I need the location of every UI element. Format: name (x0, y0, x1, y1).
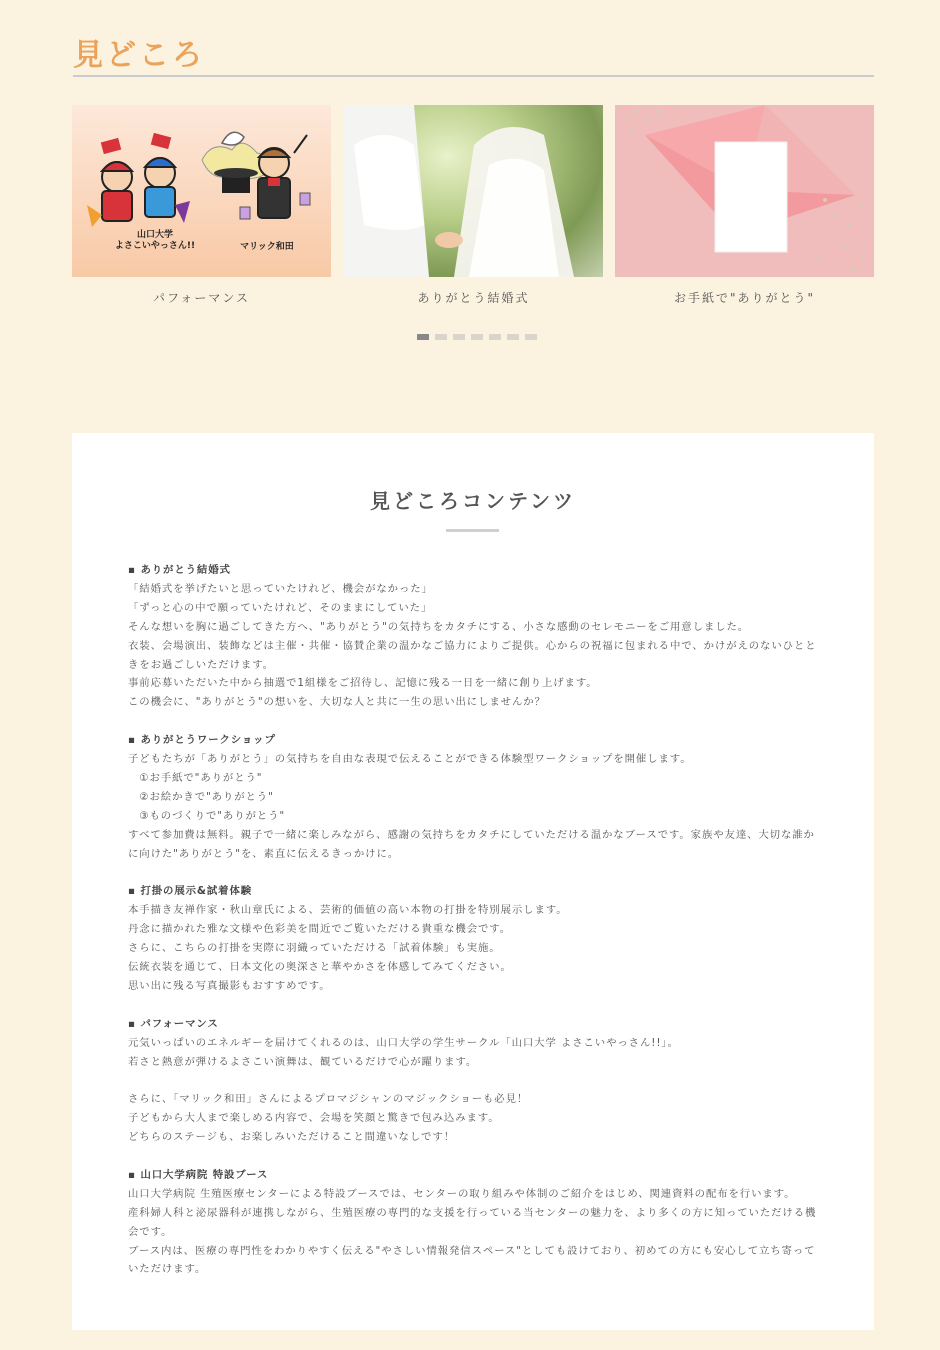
letter-image (615, 105, 874, 277)
block-uchikake (128, 882, 822, 995)
block-heading: ▪ パフォーマンス (128, 1017, 219, 1030)
text-line: 山口大学病院 生殖医療センターによる特設ブースでは、センターの取り組みや体制のご紹介をはじめ、関連資料の配布を行います。 (128, 1187, 796, 1200)
panel-title-divider (446, 529, 499, 532)
section-title: 見どころ (73, 38, 205, 73)
page-dot-7[interactable] (525, 334, 537, 340)
page-dot-4[interactable] (471, 334, 483, 340)
spacer (128, 996, 822, 1015)
content-body (128, 561, 822, 1279)
slide-performance[interactable] (72, 105, 331, 306)
performance-image (72, 105, 331, 277)
text-line: さらに、「マリック和田」さんによるプロマジシャンのマジックショーも必見！ (128, 1093, 529, 1106)
spacer (128, 1147, 822, 1166)
spacer (128, 712, 822, 731)
text-line: 思い出に残る写真撮影もおすすめです。 (128, 979, 331, 992)
page-dot-1[interactable] (417, 334, 429, 340)
text-line: 丹念に描かれた雅な文様や色彩美を間近でご覧いただける貴重な機会です。 (128, 923, 512, 936)
block-heading: ▪ ありがとう結婚式 (128, 564, 231, 576)
text-line: 事前応募いただいた中から抽選で1組様をご招待し、記憶に残る一日を一緒に創り上げます。 (128, 677, 598, 690)
text-line: 子どもたちが「ありがとう」の気持ちを自由な表現で伝えることができる体験型ワークショップを開催します。 (128, 753, 692, 766)
text-line: 若さと熱意が弾けるよさこい演舞は、観ているだけで心が躍ります。 (128, 1055, 478, 1068)
wedding-image (344, 105, 603, 277)
block-hospital (128, 1166, 822, 1279)
text-line: 「ずっと心の中で願っていたけれど、そのままにしていた」 (128, 601, 433, 614)
content-panel (72, 433, 874, 1330)
panel-title: 見どころコンテンツ (370, 489, 576, 513)
text-line: ブース内は、医療の専門性をわかりやすく伝える"やさしい情報発信スペース"としても設けており、初めての方にも安心して立ち寄っていただけます。 (128, 1244, 816, 1276)
block-wedding (128, 561, 822, 712)
page-dot-5[interactable] (489, 334, 501, 340)
spacer (128, 863, 822, 882)
text-line: 衣装、会場演出、装飾などは主催・共催・協賛企業の温かなご協力によりご提供。心からの祝福に包まれる中で、かけがえのないひとときをお過ごしいただけます。 (128, 639, 817, 671)
text-line: そんな想いを胸に過ごしてきた方へ、"ありがとう"の気持ちをカタチにする、小さな感動のセレモニーをご用意しました。 (128, 620, 750, 633)
text-line: 産科婦人科と泌尿器科が連携しながら、生殖医療の専門的な支援を行っている当センターの魅力を、より多くの方に知っていただける機会です。 (128, 1206, 817, 1238)
text-line: 「結婚式を挙げたいと思っていたけれど、機会がなかった」 (128, 582, 433, 595)
block-heading: ▪ 山口大学病院 特設ブース (128, 1168, 269, 1181)
text-line: ③ものづくりで"ありがとう" (128, 809, 286, 822)
title-divider (73, 75, 874, 77)
page-dot-3[interactable] (453, 334, 465, 340)
block-heading: ▪ ありがとうワークショップ (128, 734, 276, 747)
block-heading: ▪ 打掛の展示&試着体験 (128, 885, 253, 898)
slide-caption: お手紙で"ありがとう" (673, 291, 816, 305)
label-malik: マリック和田 (240, 242, 294, 252)
slide-caption: ありがとう結婚式 (417, 291, 530, 305)
text-line: ①お手紙で"ありがとう" (128, 771, 263, 784)
page-dot-6[interactable] (507, 334, 519, 340)
block-workshop (128, 731, 822, 863)
text-line: さらに、こちらの打掛を実際に羽織っていただける「試着体験」も実施。 (128, 942, 501, 955)
text-line: 伝統衣装を通じて、日本文化の奥深さと華やかさを体感してみてください。 (128, 961, 512, 973)
text-line: すべて参加費は無料。親子で一緒に楽しみながら、感謝の気持ちをカタチにしていただける温かなブースです。家族や友達、大切な誰かに向けた"ありがとう"を、素直に伝えるきっかけに。 (128, 828, 815, 860)
text-line: 本手描き友禅作家・秋山章氏による、芸術的価値の高い本物の打掛を特別展示します。 (128, 904, 568, 917)
slide-wedding[interactable] (344, 105, 603, 306)
slide-caption: パフォーマンス (152, 291, 251, 305)
text-line: ②お絵かきで"ありがとう" (128, 790, 274, 803)
text-line: どちらのステージも、お楽しみいただけること間違いなしです！ (128, 1131, 456, 1144)
text-line: 元気いっぱいのエネルギーを届けてくれるのは、山口大学の学生サークル「山口大学 よさこいやっさん!!」。 (128, 1036, 679, 1049)
label-yosakoi: 山口大学 よさこいやっさん!! (114, 230, 196, 251)
carousel (72, 105, 874, 305)
text-line: 子どもから大人まで楽しめる内容で、会場を笑顔と驚きで包み込みます。 (128, 1112, 500, 1125)
slide-letter[interactable] (615, 105, 874, 306)
text-line: この機会に、"ありがとう"の想いを、大切な人と共に一生の思い出にしませんか？ (128, 696, 546, 709)
spacer (128, 1071, 822, 1090)
block-performance (128, 1015, 822, 1147)
page-dot-2[interactable] (435, 334, 447, 340)
carousel-pagination (417, 334, 537, 340)
